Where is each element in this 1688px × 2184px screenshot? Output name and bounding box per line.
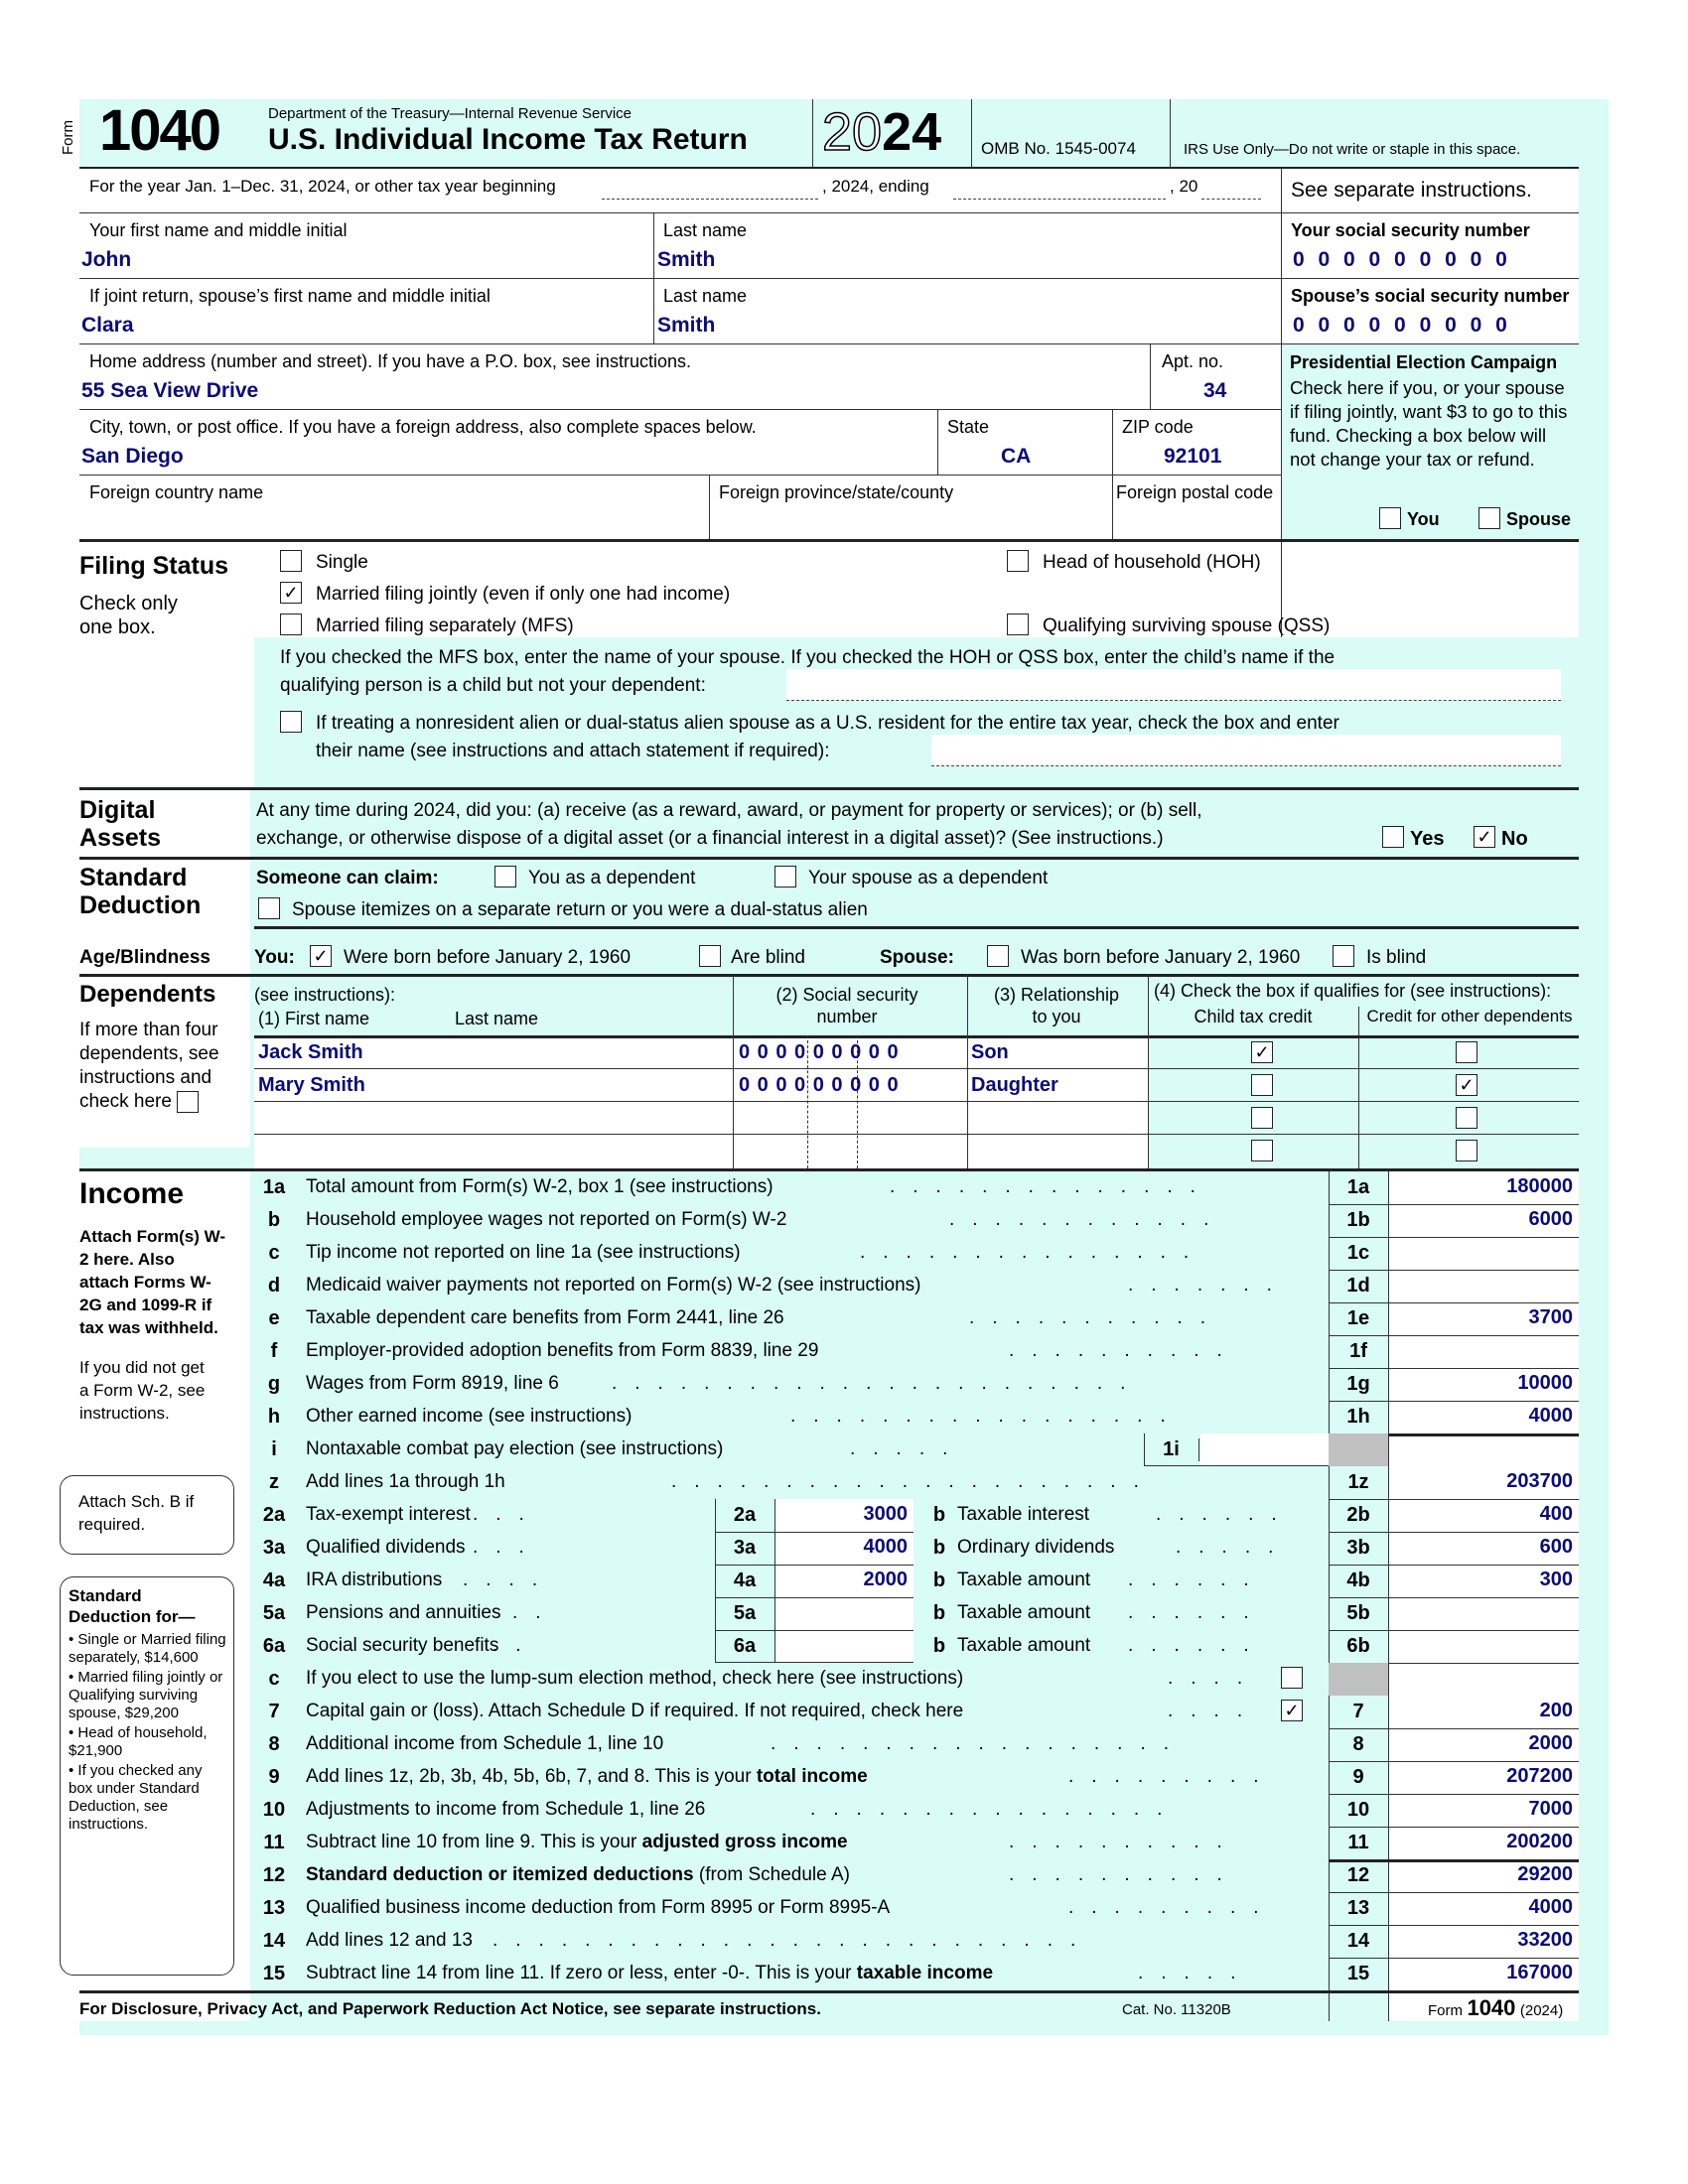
footer-notice: For Disclosure, Privacy Act, and Paperwork Reduction Act Notice, see separate instructions. [79, 1999, 821, 2018]
mfs-note-line2: qualifying person is a child but not your dependent: [280, 675, 706, 696]
dep-col-ssn: (2) Social security [775, 985, 918, 1005]
presidential-spouse-checkbox[interactable] [1478, 507, 1500, 529]
income-line-12: 12 Standard deduction or itemized deductions (from Schedule A) .......... 12 29200 [254, 1859, 1579, 1892]
line-1h-amount[interactable]: 4000 [1528, 1405, 1573, 1427]
line-7-label: Capital gain or (loss). Attach Schedule D if required. If not required, check here [306, 1701, 964, 1721]
dependents-see-instructions: (see instructions): [254, 985, 396, 1005]
line-5b-label: Taxable amount [957, 1602, 1091, 1623]
line-10-amount[interactable]: 7000 [1528, 1798, 1573, 1820]
dependent-row [254, 1135, 1579, 1167]
dep-col-ssn-2: number [816, 1007, 878, 1026]
income-line-1d: d Medicaid waiver payments not reported on Form(s) W-2 (see instructions) ....... 1d [267, 1275, 1370, 1297]
digital-assets-yes-label: Yes [1410, 828, 1445, 850]
dependent-row [254, 1069, 1579, 1102]
age-spouse-label: Spouse: [880, 947, 954, 968]
line-9-amount[interactable]: 207200 [1506, 1765, 1573, 1787]
income-line-11: 11 Subtract line 10 from line 9. This is your adjusted gross income .......... 11 200200 [254, 1827, 1579, 1859]
income-line-2: 2a Tax-exempt interest ... 2a 3000 b Taxable interest ...... 2b 400 [254, 1499, 1579, 1532]
more-than-four-checkbox[interactable] [177, 1091, 199, 1113]
you-born-before-label: Were born before January 2, 1960 [344, 947, 632, 968]
income-line-1g: g Wages from Form 8919, line 6 ....................... 1g 10000 [254, 1368, 1579, 1401]
state-label: State [947, 417, 990, 437]
dep-col-relationship: (3) Relationship [993, 985, 1120, 1005]
std-deduction-single: • Single or Married filing separately, $14,600 [69, 1631, 226, 1666]
line-1g-label: Wages from Form 8919, line 6 [306, 1373, 559, 1394]
dependent-relationship-field[interactable]: Daughter [971, 1074, 1058, 1096]
presidential-you-checkbox[interactable] [1379, 507, 1401, 529]
tax-year-begin-field[interactable] [602, 199, 818, 200]
line-4b-label: Taxable amount [957, 1570, 1091, 1590]
address-field[interactable]: 55 Sea View Drive [81, 379, 259, 402]
qss-label: Qualifying surviving spouse (QSS) [1043, 615, 1331, 636]
zip-label: ZIP code [1122, 417, 1194, 437]
income-line-1e: e Taxable dependent care benefits from Form 2441, line 26 ........... 1e 3700 [254, 1302, 1579, 1335]
mfj-checkbox[interactable]: ✓ [280, 582, 302, 604]
income-line-10: 10 Adjustments to income from Schedule 1, line 26 ................ 10 7000 [254, 1794, 1579, 1827]
income-line-1i: i Nontaxable combat pay election (see instructions) ..... 1i [254, 1433, 1579, 1466]
dependents-side-note: If more than four dependents, see instructions and check here [79, 1020, 219, 1112]
other-dependents-credit-checkbox[interactable] [1456, 1140, 1477, 1161]
digital-assets-no-label: No [1501, 828, 1528, 850]
income-line-15: 15 Subtract line 14 from line 11. If zero or less, enter -0-. This is your taxable income ..... 15 167000 [254, 1958, 1579, 1990]
spouse-as-dependent-checkbox[interactable] [774, 866, 796, 887]
line-1e-amount[interactable]: 3700 [1528, 1306, 1573, 1328]
line-3a-amount[interactable]: 4000 [863, 1536, 908, 1558]
foreign-postal-label: Foreign postal code [1116, 482, 1274, 502]
line-1z-label: Add lines 1a through 1h [306, 1471, 505, 1492]
you-blind-checkbox[interactable] [699, 945, 721, 967]
line-7-amount[interactable]: 200 [1539, 1700, 1573, 1721]
line-2b-amount[interactable]: 400 [1539, 1503, 1573, 1525]
dep-col-child-tax-credit: Child tax credit [1194, 1007, 1313, 1026]
shaded-box [1329, 1663, 1388, 1696]
other-dependents-credit-checkbox[interactable] [1456, 1041, 1477, 1063]
dependent-name-field[interactable]: Jack Smith [258, 1041, 363, 1063]
line-1b-amount[interactable]: 6000 [1528, 1208, 1573, 1230]
line-14-amount[interactable]: 33200 [1517, 1929, 1573, 1951]
qss-checkbox[interactable] [1007, 614, 1029, 635]
spouse-blind-checkbox[interactable] [1333, 945, 1354, 967]
spouse-born-before-checkbox[interactable] [987, 945, 1009, 967]
income-line-13: 13 Qualified business income deduction from Form 8995 or Form 8995-A ......... 13 4000 [254, 1892, 1579, 1925]
line-3a-label: Qualified dividends [306, 1537, 466, 1558]
spouse-last-name-label: Last name [663, 286, 748, 306]
line-1i-amount[interactable] [1200, 1433, 1329, 1465]
footer-form-id: Form 1040 (2024) [1428, 1995, 1564, 2020]
city-field[interactable]: San Diego [81, 445, 184, 468]
dependents-title: Dependents [79, 981, 216, 1008]
line-1a-amount[interactable]: 180000 [1506, 1175, 1573, 1197]
line-12-label: Standard deduction or itemized deductions (from Schedule A) [306, 1864, 850, 1885]
line-9-label: Add lines 1z, 2b, 3b, 4b, 5b, 6b, 7, and 8. This is your total income [306, 1766, 868, 1787]
line-4b-amount[interactable]: 300 [1539, 1569, 1573, 1590]
mfj-label: Married filing jointly (even if only one had income) [316, 584, 731, 605]
line-4a-amount[interactable]: 2000 [863, 1569, 908, 1590]
std-deduction-mfj: • Married filing jointly or Qualifying surviving spouse, $29,200 [69, 1669, 223, 1721]
dep-col-other-dependents: Credit for other dependents [1366, 1007, 1573, 1025]
filing-status-subtitle: Check only one box. [79, 593, 178, 638]
income-line-5: 5a Pensions and annuities .. 5a b Taxable amount ...... 5b [262, 1602, 1370, 1624]
income-line-1f: f Employer-provided adoption benefits from Form 8839, line 29 .......... 1f [270, 1340, 1367, 1362]
spouse-as-dependent-label: Your spouse as a dependent [808, 868, 1049, 888]
address-label: Home address (number and street). If you have a P.O. box, see instructions. [89, 351, 691, 371]
lump-sum-election-checkbox[interactable] [1281, 1667, 1303, 1689]
dep-col-last-name: Last name [455, 1009, 539, 1028]
child-tax-credit-checkbox[interactable] [1251, 1107, 1273, 1129]
tax-year: 2024 [822, 102, 942, 162]
line-13-amount[interactable]: 4000 [1528, 1896, 1573, 1918]
line-1e-label: Taxable dependent care benefits from Form 2441, line 26 [306, 1307, 784, 1328]
line-14-label: Add lines 12 and 13 [306, 1930, 473, 1951]
child-tax-credit-checkbox[interactable] [1251, 1140, 1273, 1161]
apt-label: Apt. no. [1162, 351, 1224, 371]
first-name-label: Your first name and middle initial [89, 220, 348, 240]
mfs-note-line1: If you checked the MFS box, enter the name of your spouse. If you checked the HOH or QSS box, enter the child’s name if the [280, 647, 1336, 668]
dep-col-first-name: (1) First name [258, 1009, 370, 1028]
mfs-label: Married filing separately (MFS) [316, 615, 574, 636]
line-5a-label: Pensions and annuities [306, 1602, 501, 1623]
dependent-ssn-field[interactable]: 0 0 0 0 0 0 0 0 0 [739, 1074, 899, 1096]
presidential-you-label: You [1407, 509, 1440, 529]
tax-year-mid: , 2024, ending [822, 177, 929, 196]
dep-col-credits: (4) Check the box if qualifies for (see instructions): [1154, 981, 1552, 1001]
line-4a-label: IRA distributions [306, 1570, 443, 1590]
spouse-blind-label: Is blind [1366, 947, 1427, 968]
line-6c-label: If you elect to use the lump-sum election method, check here (see instructions) [306, 1668, 964, 1689]
std-deduction-hoh: • Head of household, $21,900 [69, 1724, 208, 1759]
single-label: Single [316, 552, 368, 573]
foreign-province-field[interactable] [711, 496, 1108, 536]
income-line-1b: b Household employee wages not reported on Form(s) W-2 ............ 1b 6000 [254, 1204, 1579, 1237]
presidential-title: Presidential Election Campaign [1290, 352, 1558, 372]
line-1a-label: Total amount from Form(s) W-2, box 1 (see instructions) [306, 1176, 774, 1197]
line-11-label: Subtract line 10 from line 9. This is your adjusted gross income [306, 1832, 848, 1852]
dependent-name-field[interactable]: Mary Smith [258, 1074, 365, 1096]
income-title: Income [79, 1177, 185, 1210]
last-name-label: Last name [663, 220, 748, 240]
omb-number: OMB No. 1545-0074 [981, 139, 1136, 158]
presidential-spouse-label: Spouse [1506, 509, 1572, 529]
nra-note-line1: If treating a nonresident alien or dual-status alien spouse as a U.S. resident for the entire tax year, check the box and enter [316, 713, 1339, 734]
line-1d-label: Medicaid waiver payments not reported on Form(s) W-2 (see instructions) [306, 1275, 921, 1296]
agency: Department of the Treasury—Internal Revenue Service [268, 105, 633, 122]
dependent-row [254, 1102, 1579, 1135]
digital-assets-question-1: At any time during 2024, did you: (a) receive (as a reward, award, or payment for property or services); or (b) sell, [256, 800, 1202, 821]
qualifying-person-name-field[interactable] [786, 669, 1561, 701]
std-deduction-callout-title: Standard Deduction for— [69, 1586, 196, 1626]
income-line-1z: z Add lines 1a through 1h ..................... 1z 203700 [254, 1466, 1579, 1499]
standard-deduction-title: Standard Deduction [79, 864, 202, 919]
income-line-8: 8 Additional income from Schedule 1, line 10 .................. 8 2000 [254, 1728, 1579, 1761]
mfs-checkbox[interactable] [280, 614, 302, 635]
digital-assets-no-checkbox[interactable]: ✓ [1474, 826, 1495, 848]
income-line-1a: 1a Total amount from Form(s) W-2, box 1 (see instructions) .............. 1a 180000 [254, 1171, 1579, 1204]
form-title: U.S. Individual Income Tax Return [268, 123, 748, 156]
line-1f-label: Employer-provided adoption benefits from Form 8839, line 29 [306, 1340, 819, 1361]
tax-year-end-field[interactable] [953, 199, 1166, 200]
someone-can-claim-label: Someone can claim: [256, 868, 439, 888]
other-dependents-credit-checkbox[interactable]: ✓ [1456, 1074, 1477, 1096]
line-11-amount[interactable]: 200200 [1506, 1831, 1573, 1852]
standard-deduction-callout [60, 1576, 234, 1976]
line-1b-label: Household employee wages not reported on Form(s) W-2 [306, 1209, 787, 1230]
see-instructions: See separate instructions. [1291, 179, 1532, 202]
line-8-amount[interactable]: 2000 [1528, 1732, 1573, 1754]
form-header [60, 98, 1609, 167]
shaded-box [1329, 1433, 1388, 1466]
nra-note-line2: their name (see instructions and attach statement if required): [316, 741, 830, 761]
spouse-itemizes-label: Spouse itemizes on a separate return or you were a dual-status alien [292, 899, 868, 920]
dependent-ssn-field[interactable]: 0 0 0 0 0 0 0 0 0 [739, 1041, 899, 1063]
ssn-field[interactable]: 0 0 0 0 0 0 0 0 0 [1293, 248, 1507, 271]
irs-use-only: IRS Use Only—Do not write or staple in this space. [1184, 141, 1521, 158]
income-line-1c: c Tip income not reported on line 1a (see instructions) ............... 1c [268, 1242, 1370, 1264]
line-2a-label: Tax-exempt interest [306, 1504, 471, 1525]
dependent-row [254, 1036, 1579, 1069]
state-field[interactable]: CA [1001, 445, 1032, 468]
line-3b-amount[interactable]: 600 [1539, 1536, 1573, 1558]
spouse-first-name-field[interactable]: Clara [81, 314, 134, 337]
line-2b-label: Taxable interest [957, 1504, 1090, 1525]
line-8-label: Additional income from Schedule 1, line 10 [306, 1733, 664, 1754]
line-13-label: Qualified business income deduction from Form 8995 or Form 8995-A [306, 1897, 891, 1918]
line-1h-label: Other earned income (see instructions) [306, 1406, 633, 1427]
foreign-country-field[interactable] [79, 496, 705, 536]
income-line-4: 4a IRA distributions .... 4a 2000 b Taxable amount ...... 4b 300 [254, 1565, 1579, 1597]
age-blindness-title: Age/Blindness [79, 947, 211, 968]
income-line-6c: c If you elect to use the lump-sum election method, check here (see instructions) .... [254, 1663, 1579, 1696]
child-tax-credit-checkbox[interactable]: ✓ [1251, 1041, 1273, 1063]
line-15-label: Subtract line 14 from line 11. If zero or less, enter -0-. This is your taxable income [306, 1963, 994, 1983]
digital-assets-yes-checkbox[interactable] [1382, 826, 1404, 848]
digital-assets-question-2: exchange, or otherwise dispose of a digital asset (or a financial interest in a digital asset)? (See instructions.) [256, 828, 1164, 849]
city-label: City, town, or post office. If you have a foreign address, also complete spaces below. [89, 417, 757, 437]
first-name-field[interactable]: John [81, 248, 132, 271]
spouse-born-before-label: Was born before January 2, 1960 [1021, 947, 1301, 968]
other-dependents-credit-checkbox[interactable] [1456, 1107, 1477, 1129]
foreign-country-label: Foreign country name [89, 482, 264, 502]
spouse-ssn-field[interactable]: 0 0 0 0 0 0 0 0 0 [1293, 314, 1507, 337]
schedule-b-callout [60, 1475, 234, 1555]
spouse-last-name-field[interactable]: Smith [657, 314, 716, 337]
line-1g-amount[interactable]: 10000 [1517, 1372, 1573, 1394]
presidential-text: Check here if you, or your spouse if filing jointly, want $3 to go to this fund. Checking a box below will not change your tax or refund. [1290, 377, 1568, 470]
digital-assets-title: Digital Assets [79, 796, 161, 852]
you-born-before-checkbox[interactable]: ✓ [310, 945, 332, 967]
foreign-province-label: Foreign province/state/county [719, 482, 954, 502]
dep-col-relationship-2: to you [1032, 1007, 1081, 1026]
tax-year-end-year-field[interactable] [1201, 199, 1261, 200]
you-as-dependent-label: You as a dependent [528, 868, 696, 888]
schedule-b-note: Attach Sch. B if required. [78, 1492, 195, 1534]
single-checkbox[interactable] [280, 550, 302, 572]
income-line-7: 7 Capital gain or (loss). Attach Schedule D if required. If not required, check here .... ✓ 7 200 [254, 1696, 1579, 1728]
form-number: 1040 [99, 98, 220, 163]
hoh-label: Head of household (HOH) [1043, 552, 1261, 573]
age-you-label: You: [254, 947, 295, 968]
you-as-dependent-checkbox[interactable] [494, 866, 516, 887]
income-line-14: 14 Add lines 12 and 13 .......................... 14 33200 [254, 1925, 1579, 1958]
line-15-amount[interactable]: 167000 [1506, 1962, 1573, 1983]
spouse-first-name-label: If joint return, spouse’s first name and middle initial [89, 286, 491, 306]
income-line-6: 6a Social security benefits .. 6a b Taxable amount ...... 6b [262, 1635, 1370, 1657]
zip-field[interactable]: 92101 [1164, 445, 1222, 468]
line-1z-amount[interactable]: 203700 [1506, 1470, 1573, 1492]
child-tax-credit-checkbox[interactable] [1251, 1074, 1273, 1096]
line-12-amount[interactable]: 29200 [1517, 1863, 1573, 1885]
last-name-field[interactable]: Smith [657, 248, 716, 271]
no-w2-note: If you did not get a Form W-2, see instructions. [79, 1358, 206, 1423]
form-word: Form [60, 120, 76, 155]
capital-gain-no-schedule-d-checkbox[interactable]: ✓ [1281, 1700, 1303, 1721]
form-1040-page [60, 98, 1609, 2035]
you-blind-label: Are blind [731, 947, 805, 968]
line-10-label: Adjustments to income from Schedule 1, line 26 [306, 1799, 706, 1820]
line-3b-label: Ordinary dividends [957, 1537, 1115, 1558]
income-line-9: 9 Add lines 1z, 2b, 3b, 4b, 5b, 6b, 7, and 8. This is your total income ......... 9 207200 [254, 1761, 1579, 1794]
nonresident-alien-checkbox[interactable] [280, 711, 302, 733]
apt-field[interactable]: 34 [1203, 379, 1227, 402]
catalog-number: Cat. No. 11320B [1122, 2001, 1231, 2018]
nra-spouse-name-field[interactable] [931, 735, 1561, 766]
presidential-campaign [1282, 344, 1579, 539]
line-6a-label: Social security benefits [306, 1635, 499, 1656]
line-1i-label: Nontaxable combat pay election (see instructions) [306, 1438, 724, 1459]
tax-year-line: For the year Jan. 1–Dec. 31, 2024, or other tax year beginning [89, 177, 556, 196]
foreign-postal-field[interactable] [1114, 496, 1279, 536]
filing-status-title: Filing Status [79, 552, 228, 580]
spouse-itemizes-checkbox[interactable] [258, 897, 280, 919]
ssn-label: Your social security number [1291, 220, 1530, 240]
line-1c-label: Tip income not reported on line 1a (see instructions) [306, 1242, 741, 1263]
std-deduction-checked-box: • If you checked any box under Standard Deduction, see instructions. [69, 1762, 203, 1833]
spouse-ssn-label: Spouse’s social security number [1291, 286, 1570, 306]
income-line-3: 3a Qualified dividends ... 3a 4000 b Ordinary dividends ..... 3b 600 [254, 1532, 1579, 1565]
tax-year-end-label: , 20 [1170, 177, 1198, 196]
dependent-relationship-field[interactable]: Son [971, 1041, 1009, 1063]
hoh-checkbox[interactable] [1007, 550, 1029, 572]
line-6b-label: Taxable amount [957, 1635, 1091, 1656]
line-2a-amount[interactable]: 3000 [863, 1503, 908, 1525]
income-line-1h: h Other earned income (see instructions) ................. 1h 4000 [254, 1401, 1579, 1433]
attach-w2-note: Attach Form(s) W-2 here. Also attach Forms W-2G and 1099-R if tax was withheld. [79, 1227, 225, 1337]
